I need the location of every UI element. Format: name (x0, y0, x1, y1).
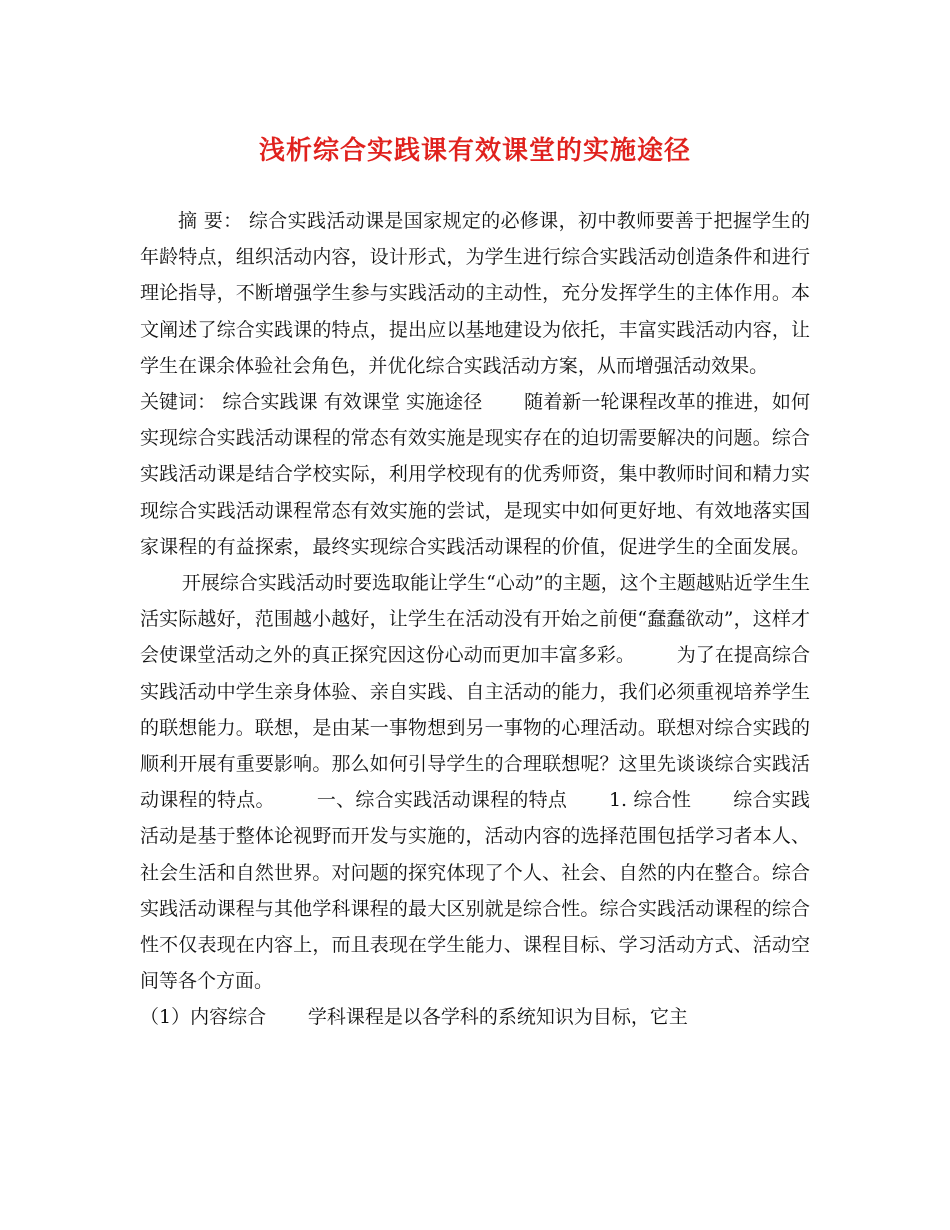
document-body (140, 203, 810, 1036)
comprehensive-paragraph: 综合实践活动是基于整体论视野而开发与实施的，活动内容的选择范围包括学习者本人、社会生活和自然世界。对问题的探究体现了个人、社会、自然的内在整合。综合实践活动课程与其他学科课程的最大区别就是综合性。综合实践活动课程的综合性不仅表现在内容上，而且表现在学生能力、课程目标、学习活动方式、活动空间等各个方面。 (140, 789, 810, 993)
association-paragraph: 为了在提高综合实践活动中学生亲身体验、亲自实践、自主活动的能力，我们必须重视培养学生的联想能力。联想，是由某一事物想到另一事物的心理活动。联想对综合实践的顺利开展有重要影响。那么如何引导学生的合理联想呢？这里先谈谈综合实践活动课程的特点。 (140, 644, 810, 812)
theme-paragraph: 开展综合实践活动时要选取能让学生“心动”的主题，这个主题越贴近学生生活实际越好，范围越小越好，让学生在活动没有开始之前便“蠢蠢欲动”，这样才会使课堂活动之外的真正探究因这份心动而更加丰富多彩。 (140, 572, 810, 667)
abstract-text: 摘 要： 综合实践活动课是国家规定的必修课，初中教师要善于把握学生的年龄特点，组织活动内容，设计形式，为学生进行综合实践活动创造条件和进行理论指导，不断增强学生参与实践活动的主动性，充分发挥学生的主体作用。本文阐述了综合实践课的特点，提出应以基地建设为依托，丰富实践活动内容，让学生在课余体验社会角色，并优化综合实践活动方案，从而增强活动效果。 (140, 210, 810, 377)
section-heading: 一、综合实践活动课程的特点 (316, 789, 568, 812)
subject-paragraph: 学科课程是以各学科的系统知识为目标，它主 (307, 1006, 688, 1029)
document-title: 浅析综合实践课有效课堂的实施途径 (258, 136, 691, 166)
keywords-text: 关键词： 综合实践课 有效课堂 实施途径 (140, 391, 483, 414)
intro-paragraph: 随着新一轮课程改革的推进，如何实现综合实践活动课程的常态有效实施是现实存在的迫切需要解决的问题。综合实践活动课是结合学校实际，利用学校现有的优秀师资，集中教师时间和精力实现综合实践活动课程常态有效实施的尝试，是现实中如何更好地、有效地落实国家课程的有益探索，最终实现综合实践活动课程的价值，促进学生的全面发展。 (140, 391, 810, 558)
content-heading: （1）内容综合 (140, 1006, 267, 1029)
subsection-heading: 1. 综合性 (608, 789, 692, 812)
